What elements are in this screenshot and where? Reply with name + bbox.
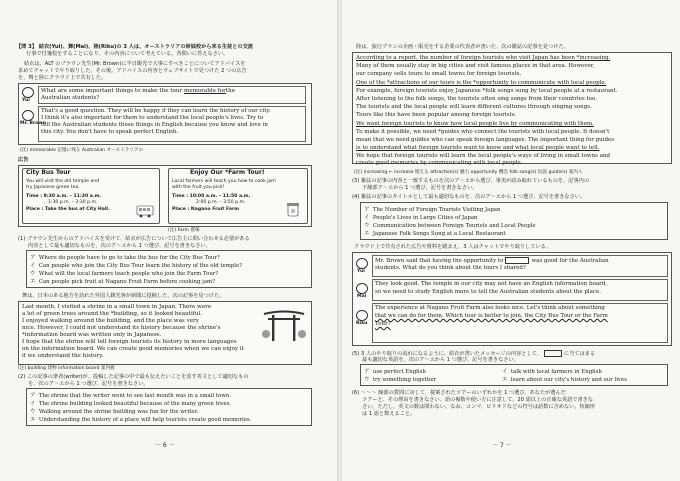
q2-option-b: イ The shrine building looked beautiful because of the many green trees. (30, 401, 232, 407)
magazine-line-5: For example, foreign tourists enjoy Japanese *folk songs sung by local people at a restaurant. (356, 88, 618, 94)
shrine-article-5: *information board was written only in Japanese. (22, 332, 162, 338)
farm-ad-time-2: 2:00 p.m. – 3:50 p.m. (196, 200, 246, 205)
q1-option-c: ウ What will the local farmers teach people who join the Farm Tour? (30, 271, 219, 277)
ad-label: 広告 (18, 157, 29, 163)
brown-line-2: I think it's also important for them to understand the local people's lives. Try to (41, 115, 264, 121)
mai-line-2: so we need to study English more to tell the Australian students about the place. (375, 289, 601, 295)
q4-text: (4) 雑誌の記事のタイトルとして最も適切なものを、次のア～エから 1 つ選び、記号を書きなさい。 (352, 194, 586, 200)
q1-text-2: 内容として最も適切なものを、次のア～エから 1 つ選び、記号を書きなさい。 (28, 243, 211, 249)
magazine-line-8: Tours like this have been popular among foreign tourists. (356, 112, 517, 118)
mai-avatar (356, 283, 368, 294)
riku-line-3: Tour? (375, 321, 391, 327)
bus-ad-line-2: try Japanese green tea. (26, 185, 80, 190)
magazine-line-4: One of the *attractions of our tours is the *opportunity to communicate with local people. (356, 80, 607, 86)
q3-text-1: (3) 雑誌の記事の内容と一致するものを次のア～エから選び、事実が読み取れているものを、記事内の (352, 178, 590, 184)
q1-option-d: エ Can people pick fruit at Nagano Fruit Farm before cooking jam? (30, 279, 216, 285)
q1-option-a: ア Where do people have to go to take the bus for the City Bus Tour? (30, 255, 220, 261)
bus-ad-place: Place : Take the bus at City Hall. (26, 207, 110, 212)
q6-text-2: ツアーと、その理由を書きなさい。語の複数や使い方に注意して、20 語以上の正確な英語で書きな (362, 397, 594, 403)
farm-ad-time-1: Time : 10:00 a.m. – 11:50 a.m. (172, 194, 251, 199)
magazine-line-2: Many of them usually stay in big cities and visit famous places in that area. However, (356, 63, 595, 69)
q1-option-b: イ Can people who join the City Bus Tour learn the history of the old temple? (30, 263, 243, 269)
speaker-yui: Yui (22, 98, 30, 103)
q6-text-1: (6) ～～～ 線部の質問に対して、提案されたツアーのいずれかを 1 つ選び、あなたが選んだ (352, 390, 566, 396)
q4-option-c: ウ Communication between Foreign Tourists and Local People (364, 223, 536, 229)
q4-option-a: ア The Number of Foreign Tourists Visiting Japan (364, 207, 501, 213)
q4-option-d: エ Japanese Folk Songs Sung at a Local Restaurant (364, 231, 506, 237)
q2-option-a: ア The shrine that the writer went to see last month was in a small town. (30, 393, 232, 399)
gloss-2: (注) Farm 農場 (168, 228, 200, 233)
gloss-1: (注) memorable 記憶に残る Australian オーストラリアの (20, 148, 144, 153)
yui-avatar (22, 87, 34, 98)
riku-intro: 陸は、旅行プランの企画・販売をする企業の代表者が書いた、次の雑誌の記事を見つけた。 (356, 44, 569, 50)
magazine-line-13: We hope that foreign tourists will learn the local people's ways of living in small towns and (356, 153, 611, 159)
speaker-brown: Mr. Brown (20, 121, 46, 126)
q6-text-3: さい。ただし、英文の数は問わない。なお、コンマ、ピリオドなどの符号は語数に含めない。短縮形 (362, 404, 596, 410)
q5-option-b: イ talk with local farmers in English (502, 369, 602, 375)
magazine-line-6: After listening to the folk songs, the tourists often sing songs from their countries too. (356, 96, 597, 102)
shrine-article-1: Last month, I visited a shrine in a small town in Japan. There were (22, 304, 212, 310)
page-number-7: － 7 － (492, 442, 512, 449)
q5-option-d: エ learn about our city's history and our lives (502, 377, 627, 383)
shrine-article-6: I hope that the shrine will tell foreign tourists its history in more languages (22, 339, 237, 345)
mai-line-1: They look good. The temple in our city may not have an English information board, (375, 281, 608, 287)
shrine-article-2: a lot of green trees around the *building, so it looked beautiful. (22, 311, 203, 317)
q5-text-1: (5) 3 人のやり取りの流れになるように、結衣が書いたメッセージの内容として、 に当てはまる (352, 351, 596, 357)
farm-ad-line-2: with the fruit you pick! (172, 185, 225, 190)
q2-option-c: ウ Walking around the shrine building was fun for the writer. (30, 409, 199, 415)
q4-option-b: イ People's Lives in Large Cities of Japan (364, 215, 478, 221)
speaker-riku: Riku (356, 321, 368, 326)
intro-line-3: を、舞と陸にクラウド上で共有した。 (18, 75, 107, 81)
bus-icon (136, 204, 154, 218)
bus-ad-time-2: 1:30 p.m. – 3:30 p.m. (48, 200, 98, 205)
answer-blank[interactable] (505, 257, 529, 264)
brown-line-3: tell the Australian students those things in English because you know and love in (41, 122, 268, 128)
question-header: 【問 3】 結衣(Yui)、舞(Mai)、陸(Riku)の 3 人は、オーストラリアの姉妹校から来る生徒との交流 (16, 44, 253, 50)
intro-line-1: 結衣は、ALT のブラウン先生(Mr. Brown)に半日観光で大事にすべきことについてアドバイスを (24, 61, 246, 67)
yui-message-line-1: What are some important things to make the tour memorable forthe (41, 88, 236, 94)
shrine-gate-icon (262, 308, 306, 342)
page-6 (0, 0, 338, 481)
brown-line-4: this city. You don't have to speak perfect English. (41, 129, 179, 135)
riku-avatar (356, 310, 368, 321)
q1-text-1: (1) ブラウン先生からのアドバイスを受けて、結衣が広告について広告主に問い合わせる必要がある (18, 236, 250, 242)
q2-text-2: を、次のア～エから 1 つ選び、記号を書きなさい。 (28, 381, 149, 387)
shrine-article-3: I enjoyed walking around the building, and the place was very (22, 318, 199, 324)
riku-line-1: The experience at Nagano Fruit Farm also looks nice. Let's think about something (375, 305, 605, 311)
gloss-3: (注) building 建物 information board 案内板 (18, 366, 115, 371)
q6-text-4: は 1 語と数えること。 (362, 411, 416, 417)
farm-ad-place: Place : Nagano Fruit Farm (172, 207, 240, 212)
q5-option-c: ウ try something together (364, 377, 437, 383)
cloud-intro: クラウド上で共有された広告や資料を踏まえ、3 人はチャットでやり取りしている。 (354, 244, 552, 250)
yui2-line-2: students. What do you think about the tours I shared? (375, 265, 526, 271)
jam-jar-icon (284, 200, 302, 218)
shrine-article-8: if we understand the history. (22, 353, 104, 359)
page-number-6: － 6 － (155, 442, 175, 449)
mai-intro: 舞は、日本のある地方を訪れた外国人観光客が新聞に投稿した、次の記事を見つけた。 (22, 293, 225, 299)
shrine-article-4: nice. However, I could not understand its history because the shrine's (22, 325, 221, 331)
magazine-line-14: create good memories by communicating with local people. (356, 160, 523, 166)
q5-option-a: ア use perfect English (364, 369, 426, 375)
page-7 (342, 0, 680, 481)
magazine-line-1: According to a report, the number of foreign tourists who visit Japan has been *increasing. (356, 55, 611, 61)
q5-text-2: 最も適切な英語を、次のア～エから 1 つ選び、記号を書きなさい。 (362, 357, 519, 363)
yui-avatar-2 (356, 258, 368, 269)
bus-ad-time-1: Time : 9:30 a.m. – 11:30 a.m. (26, 194, 102, 199)
bus-ad-line-1: You will visit the old temple and (26, 179, 100, 184)
speaker-mai: Mai (357, 294, 367, 299)
magazine-line-9: We want foreign tourists to know how local people live by communicating with them. (356, 121, 594, 127)
yui-message-line-2: Australian students? (41, 95, 100, 101)
magazine-line-7: The tourists and the local people will learn different cultures through singing songs. (356, 104, 592, 110)
magazine-line-10: To make it possible, we need *guides who connect the tourists with local people. It doesn't (356, 129, 610, 135)
shrine-article-7: on the information board. We can create good memories when we can enjoy it (22, 346, 244, 352)
q2-text-1: (2) この記事の筆者(writer)が、投稿した記事の中で最も伝えたいことを表す英文として適切なもの (18, 374, 249, 380)
farm-ad-line-1: Local farmers will teach you how to cook jam (172, 179, 276, 184)
intro-line-2: 求めてチャットでやり取りした。その後、アドバイスの内容とウェブサイトで見つけた 2 つの広告 (18, 68, 247, 74)
brown-avatar (22, 110, 34, 121)
magazine-line-3: our company sells tours to small towns for foreign tourists. (356, 71, 522, 77)
question-header-2: 行事で付箋校をすることになり、その内容について考えている。各問いに答えなさい。 (26, 51, 229, 57)
farm-ad-title: Enjoy Our *Farm Tour! (190, 169, 265, 176)
speaker-yui-2: Yui (357, 269, 365, 274)
magazine-gloss: (注) increasing ← increase 増える attraction(s) 魅力 opportunity 機会 folk song(s) 民謡 guide(s) 案内人 (354, 170, 583, 175)
riku-line-2: that we can do for them. Which tour is better to join, the City Bus Tour or the Farm (375, 313, 608, 319)
bus-ad-title: City Bus Tour (26, 169, 71, 176)
magazine-line-11: mean that we need guides who can speak foreign languages. The important thing for guides (356, 137, 615, 143)
q2-option-d: エ Understanding the history of a place will help tourists create good memories. (30, 417, 252, 423)
brown-line-1: That's a good question. They will be happy if they can learn the history of our city. (41, 108, 271, 114)
q3-text-2: 下線部ア～エから 1 つ選び、記号を書きなさい。 (362, 185, 478, 191)
q5-blank-box (544, 350, 562, 357)
magazine-line-12: is to understand what foreign tourists want to know and what local people want to tell. (356, 145, 600, 151)
yui2-line-1: Mr. Brown said that having the opportunity to was good for the Australian (375, 258, 609, 264)
